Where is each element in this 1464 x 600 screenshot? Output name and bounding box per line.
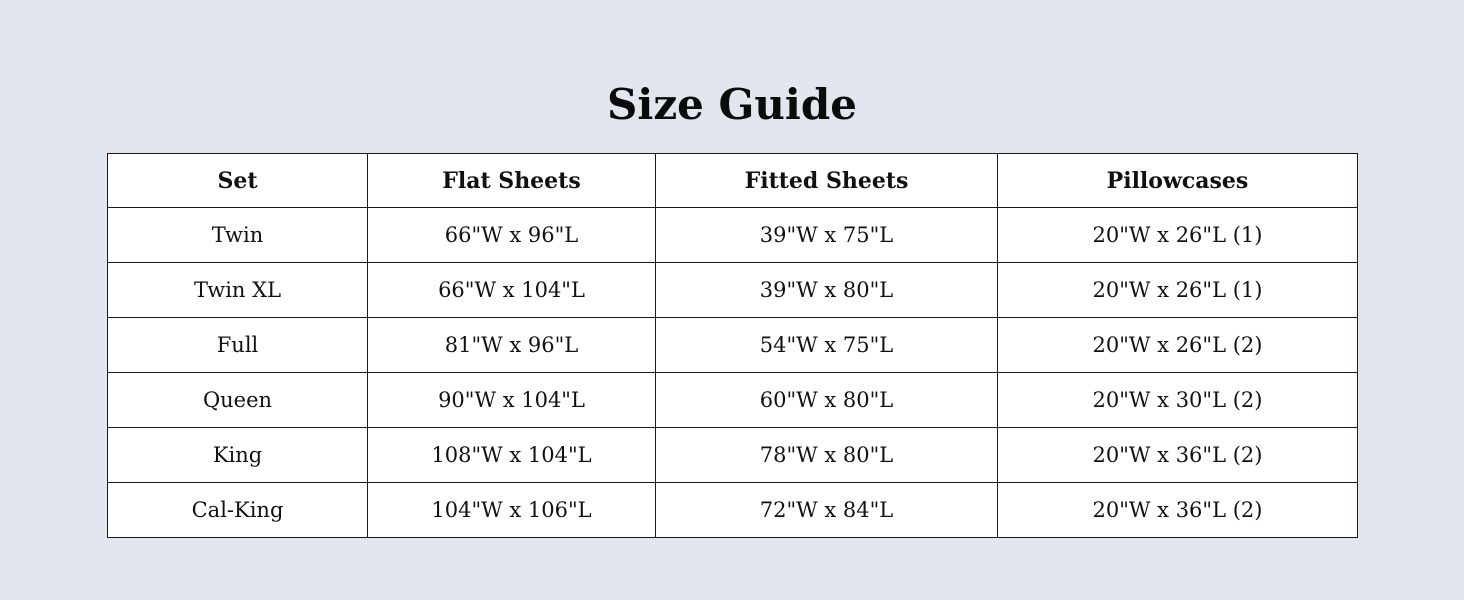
- column-header-pillowcases: Pillowcases: [998, 154, 1358, 208]
- table-row: [108, 208, 1358, 263]
- cell-set: Twin XL: [108, 263, 368, 318]
- cell-fitted-sheets: 60"W x 80"L: [656, 373, 998, 428]
- cell-fitted-sheets: 54"W x 75"L: [656, 318, 998, 373]
- cell-set: Cal-King: [108, 483, 368, 538]
- cell-pillowcases: 20"W x 26"L (2): [998, 318, 1358, 373]
- cell-pillowcases: 20"W x 36"L (2): [998, 483, 1358, 538]
- cell-flat-sheets: 81"W x 96"L: [368, 318, 656, 373]
- table-row: [108, 428, 1358, 483]
- cell-pillowcases: 20"W x 26"L (1): [998, 263, 1358, 318]
- cell-fitted-sheets: 39"W x 75"L: [656, 208, 998, 263]
- cell-set: King: [108, 428, 368, 483]
- cell-pillowcases: 20"W x 30"L (2): [998, 373, 1358, 428]
- cell-flat-sheets: 108"W x 104"L: [368, 428, 656, 483]
- cell-flat-sheets: 104"W x 106"L: [368, 483, 656, 538]
- size-guide-table: [107, 153, 1358, 538]
- cell-fitted-sheets: 39"W x 80"L: [656, 263, 998, 318]
- cell-flat-sheets: 66"W x 96"L: [368, 208, 656, 263]
- column-header-set: Set: [108, 154, 368, 208]
- cell-fitted-sheets: 72"W x 84"L: [656, 483, 998, 538]
- table-row: [108, 483, 1358, 538]
- cell-set: Full: [108, 318, 368, 373]
- page-title: Size Guide: [607, 80, 857, 129]
- column-header-fitted-sheets: Fitted Sheets: [656, 154, 998, 208]
- cell-pillowcases: 20"W x 36"L (2): [998, 428, 1358, 483]
- column-header-flat-sheets: Flat Sheets: [368, 154, 656, 208]
- table-row: [108, 263, 1358, 318]
- cell-pillowcases: 20"W x 26"L (1): [998, 208, 1358, 263]
- cell-flat-sheets: 90"W x 104"L: [368, 373, 656, 428]
- cell-set: Twin: [108, 208, 368, 263]
- cell-fitted-sheets: 78"W x 80"L: [656, 428, 998, 483]
- table-row: [108, 373, 1358, 428]
- cell-flat-sheets: 66"W x 104"L: [368, 263, 656, 318]
- table-header-row: [108, 154, 1358, 208]
- table-row: [108, 318, 1358, 373]
- cell-set: Queen: [108, 373, 368, 428]
